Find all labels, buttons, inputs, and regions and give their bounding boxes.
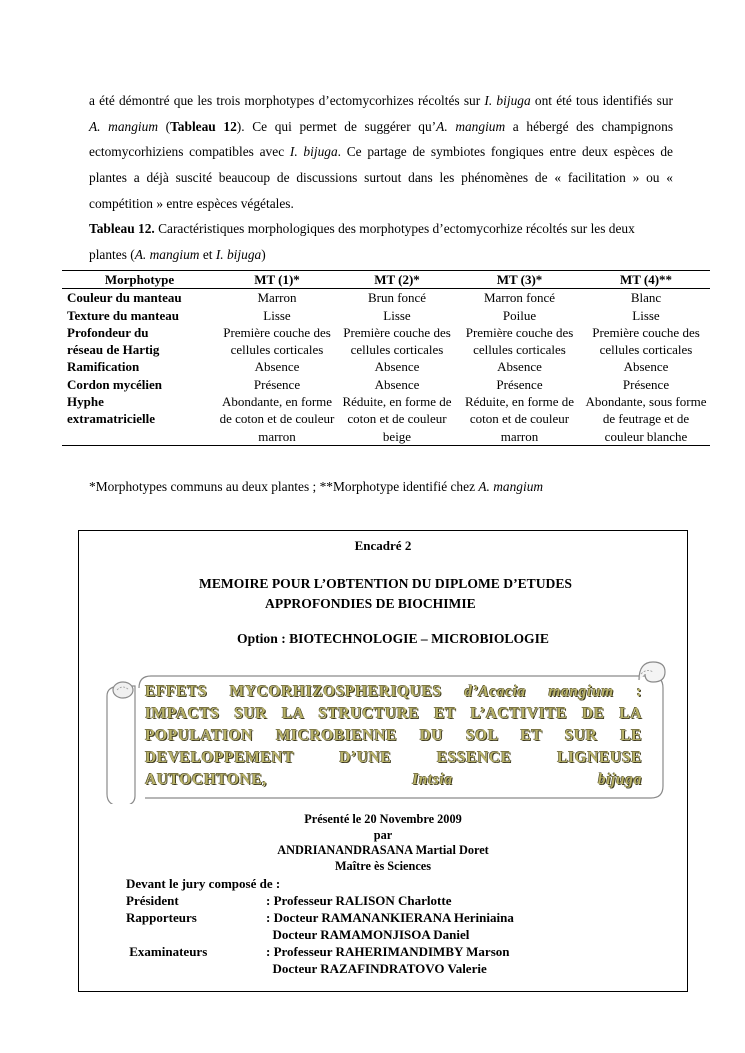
table-cell: Première couche des cellules corticales <box>465 324 574 358</box>
table-cell: Présence <box>253 376 301 392</box>
table-cell: Première couche des cellules corticales <box>592 324 700 358</box>
box-title: Encadré 2 <box>354 538 412 553</box>
memoire-title-line2: APPROFONDIES DE BIOCHIMIE <box>265 596 476 611</box>
jury-row <box>126 892 452 909</box>
row-label: Cordon mycélien <box>67 376 162 392</box>
table-cell: Première couche des cellules corticales <box>223 324 331 358</box>
table-header-cell: MT (4)** <box>582 271 710 289</box>
table-cell: Brun foncé <box>367 290 427 306</box>
table-cell: Réduite, en forme de coton et de couleur marron <box>457 393 582 445</box>
table-footnote: *Morphotypes communs au deux plantes ; **Morphotype identifié chez A. mangium <box>89 479 544 494</box>
table-cell: Lisse <box>632 307 660 323</box>
table-header-cell: Morphotype <box>62 271 217 289</box>
jury-row <box>126 960 487 977</box>
table-row <box>62 358 710 375</box>
table-header-cell: MT (1)* <box>217 271 337 289</box>
jury-member: : Professeur RALISON Charlotte <box>266 893 452 908</box>
row-label: Texture du manteau <box>67 307 179 323</box>
jury-intro: Devant le jury composé de : <box>126 876 281 891</box>
table-cell: Abondante, en forme de coton et de couleur marron <box>217 393 337 445</box>
table-caption: Tableau 12. Caractéristiques morphologiques des morphotypes d’ectomycorhize récoltés sur les deux plantes (A. mangium et I. bijuga) <box>89 221 635 262</box>
jury-member: : Docteur RAMANANKIERANA Heriniaina <box>266 910 514 925</box>
row-label: Profondeur du réseau de Hartig <box>67 324 160 358</box>
table-row <box>62 307 710 324</box>
jury-member: : Professeur RAHERIMANDIMBY Marson <box>266 944 510 959</box>
table-cell: Première couche des cellules corticales <box>343 324 451 358</box>
thesis-title: EFFETS MYCORHIZOSPHERIQUES d’Acacia mangium : IMPACTS SUR LA STRUCTURE ET L’ACTIVITE DE LA POPULATION MICROBIENNE DU SOL ET SUR LE DEVELOPPEMENT D’UNE ESSENCE LIGNEUSE AUTOCHTONE, Intsia bijuga <box>145 683 642 788</box>
par-label: par <box>373 827 393 842</box>
morphotype-table <box>62 270 710 446</box>
table-cell: Absence <box>374 376 420 392</box>
degree: Maître ès Sciences <box>334 858 432 873</box>
table-cell: Réduite, en forme de coton et de couleur beige <box>337 393 457 445</box>
presentation-info <box>79 812 687 874</box>
encadre-box <box>78 530 688 992</box>
memoire-title-line1: MEMOIRE POUR L’OBTENTION DU DIPLOME D’ETUDES <box>199 576 572 591</box>
row-label: Hyphe extramatricielle <box>62 393 217 445</box>
table-cell: Lisse <box>383 307 411 323</box>
table-cell: Présence <box>496 376 543 392</box>
table-cell: Blanc <box>630 290 662 306</box>
author-name: ANDRIANANDRASANA Martial Doret <box>277 843 489 858</box>
table-cell: Absence <box>623 359 669 375</box>
table-cell: Absence <box>374 359 420 375</box>
row-label: Ramification <box>67 359 140 375</box>
table-header-row <box>62 271 710 289</box>
option-line: Option : BIOTECHNOLOGIE – MICROBIOLOGIE <box>237 631 549 646</box>
jury-role: Examinateurs <box>126 944 208 959</box>
jury-member: Docteur RAZAFINDRATOVO Valerie <box>266 961 487 976</box>
table-header-cell: MT (2)* <box>337 271 457 289</box>
presented-date: Présenté le 20 Novembre 2009 <box>304 812 462 826</box>
table-header-cell: MT (3)* <box>457 271 582 289</box>
table-row <box>62 324 710 359</box>
table-cell: Abondante, sous forme de feutrage et de couleur blanche <box>582 393 710 445</box>
jury-row <box>126 926 470 943</box>
table-cell: Présence <box>622 376 670 392</box>
table-cell: Poilue <box>502 307 537 323</box>
table-cell: Absence <box>497 359 542 375</box>
table-cell: Marron foncé <box>483 290 556 306</box>
jury-member: Docteur RAMAMONJISOA Daniel <box>266 927 470 942</box>
body-paragraph: a été démontré que les trois morphotypes d’ectomycorhizes récoltés sur I. bijuga ont été tous identifiés sur A. mangium (Tableau 12). Ce qui permet de suggérer qu’A. mangium a hébergé des champignons ectomycorhiziens compatibles avec I. bijuga. Ce partage de symbiotes fongiques entre deux espèces de plantes a déjà suscité beaucoup de discussions surtout dans les phénomènes de « facilitation » ou « compétition » entre espèces végétales. <box>89 93 674 211</box>
table-row <box>62 289 710 307</box>
table-cell: Marron <box>257 290 297 306</box>
jury-block <box>126 875 514 977</box>
jury-row <box>126 943 510 960</box>
table-cell: Absence <box>254 359 300 375</box>
table-cell: Lisse <box>263 307 291 323</box>
jury-role: Rapporteurs <box>126 910 197 925</box>
jury-role: Président <box>126 893 179 908</box>
row-label: Couleur du manteau <box>67 290 182 306</box>
jury-row <box>126 909 514 926</box>
table-row <box>62 376 710 393</box>
table-row <box>62 393 710 445</box>
